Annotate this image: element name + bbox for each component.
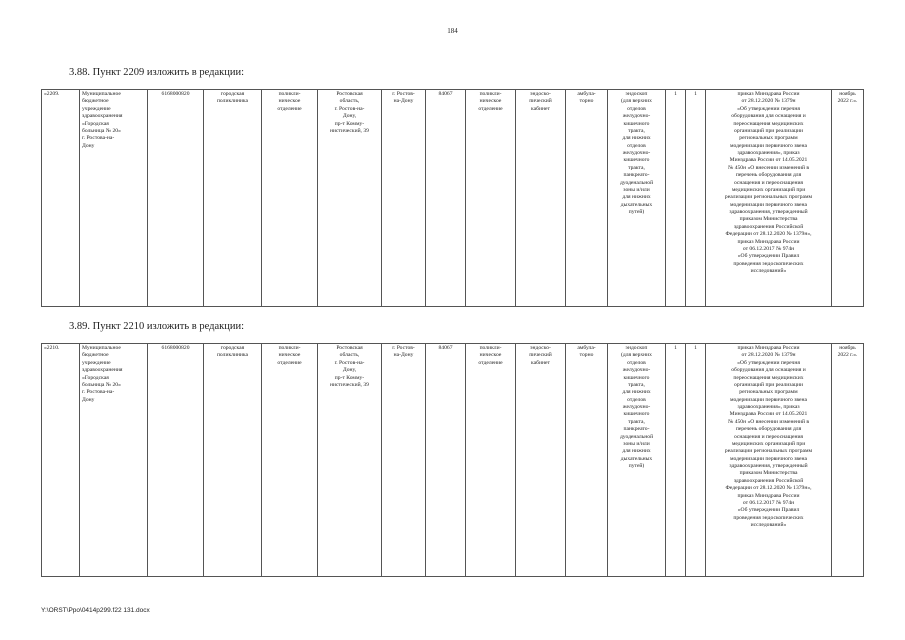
subunit: поликли- ническое отделение [466,344,516,577]
department: поликли- ническое отделение [262,344,318,577]
organization-name: Муниципальное бюджетное учреждение здравоохранения «Городская больница № 20» г. Ростова-на- Дону [80,344,148,577]
inn-code: 6168000820 [148,344,204,577]
equipment: эндоскоп (для верхних отделов желудочно- кишечного тракта, для нижних отделов желудочно- кишечного тракта, панкреато- дуоденальной зоны и/или для нижних дыхательных путей) [608,90,666,307]
cabinet: эндоско- пический кабинет [516,344,566,577]
code: 84067 [426,90,466,307]
due-date: ноябрь 2022 г.». [832,344,864,577]
due-date: ноябрь 2022 г.». [832,90,864,307]
row-number: «2210. [42,344,80,577]
table-row [42,90,864,307]
equipment: эндоскоп (для верхних отделов желудочно- кишечного тракта, для нижних отделов желудочно- кишечного тракта, панкреато- дуоденальной зоны и/или для нижних дыхательных путей) [608,344,666,577]
organization-name: Муниципальное бюджетное учреждение здравоохранения «Городская больница № 20» г. Ростова-на- Дону [80,90,148,307]
row-number: «2209. [42,90,80,307]
subunit: поликли- ническое отделение [466,90,516,307]
address: Ростовская область, г. Ростов-на- Дону, пр-т Комму- нистический, 39 [318,90,382,307]
care-mode: амбула- торно [566,90,608,307]
legal-basis: приказ Минздрава России от 28.12.2020 № 1379н «Об утверждении перечня оборудования для оснащения и переоснащения медицинских организаций при реализации региональных программ модернизации первичного звена здравоохранения», приказ Минздрава России от 14.05.2021 № 450н «О внесении изменений в перечень оборудования для оснащения и переоснащения медицинских организаций при реализации региональных программ модернизации первичного звена здравоохранения, утвержденный приказом Министерства здравоохранения Российской Федерации от 28.12.2020 № 1379н», приказ Минздрава России от 06.12.2017 № 974н «Об утверждении Правил проведения эндоскопических исследований» [706,90,832,307]
department: поликли- ническое отделение [262,90,318,307]
code: 84067 [426,344,466,577]
unit-type: городская поликлиника [204,344,262,577]
quantity-1: 1 [666,344,686,577]
city: г. Ростов- на-Дону [382,90,426,307]
legal-basis: приказ Минздрава России от 28.12.2020 № 1379н «Об утверждении перечня оборудования для оснащения и переоснащения медицинских организаций при реализации региональных программ модернизации первичного звена здравоохранения», приказ Минздрава России от 14.05.2021 № 450н «О внесении изменений в перечень оборудования для оснащения и переоснащения медицинских организаций при реализации региональных программ модернизации первичного звена здравоохранения, утвержденный приказом Министерства здравоохранения Российской Федерации от 28.12.2020 № 1379н», приказ Минздрава России от 06.12.2017 № 974н «Об утверждении Правил проведения эндоскопических исследований» [706,344,832,577]
footer-file-path: Y:\ORST\Ppo\0414p299.f22 131.docx [41,607,150,614]
table-row [42,344,864,577]
quantity-1: 1 [666,90,686,307]
page-number: 184 [447,27,458,35]
amendment-table-2209 [41,89,864,307]
quantity-2: 1 [686,344,706,577]
section-heading-2210: 3.89. Пункт 2210 изложить в редакции: [69,321,244,332]
city: г. Ростов- на-Дону [382,344,426,577]
inn-code: 6168000820 [148,90,204,307]
cabinet: эндоско- пический кабинет [516,90,566,307]
quantity-2: 1 [686,90,706,307]
unit-type: городская поликлиника [204,90,262,307]
section-heading-2209: 3.88. Пункт 2209 изложить в редакции: [69,67,244,78]
amendment-table-2210 [41,343,864,577]
address: Ростовская область, г. Ростов-на- Дону, пр-т Комму- нистический, 39 [318,344,382,577]
care-mode: амбула- торно [566,344,608,577]
